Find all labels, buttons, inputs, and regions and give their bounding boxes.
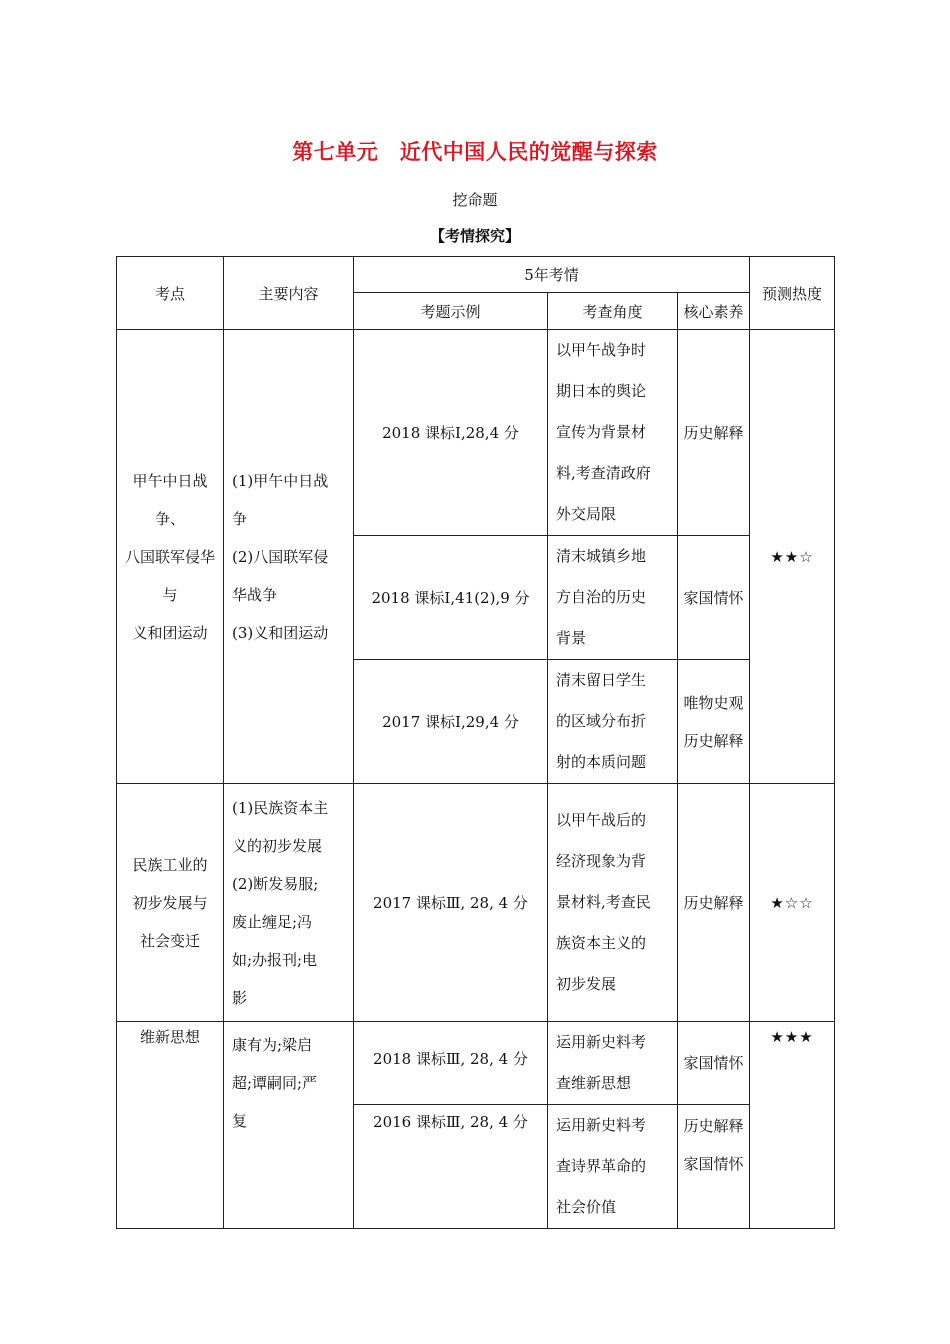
angle-line: 以甲午战争时 — [556, 341, 647, 359]
angle-line: 射的本质问题 — [556, 753, 647, 771]
content-line: 超;谭嗣同;严 — [232, 1074, 318, 1092]
literacy-line: 历史解释 — [683, 423, 744, 442]
subtitle: 挖命题 — [452, 191, 498, 209]
content-line: (1)民族资本主 — [232, 798, 329, 817]
content-line: 义的初步发展 — [232, 836, 323, 855]
angle-line: 料,考查清政府 — [556, 464, 651, 482]
angle-line: 的区域分布折 — [556, 712, 647, 730]
angle-line: 经济现象为背 — [556, 852, 647, 870]
literacy-cell — [678, 1105, 750, 1229]
angle-line: 方自治的历史 — [556, 588, 647, 606]
example-cell: 2018 课标Ⅲ, 28, 4 分 — [354, 1022, 548, 1105]
literacy-cell — [678, 330, 750, 536]
heat-rating: ★★☆ — [750, 330, 835, 784]
kaodian-cell — [117, 330, 224, 784]
kaodian-cell — [117, 784, 224, 1022]
angle-cell — [548, 1022, 678, 1105]
header-angle: 考查角度 — [548, 293, 678, 330]
kaodian-line: 维新思想 — [139, 1028, 200, 1046]
content-line: 影 — [232, 988, 248, 1007]
table-row — [117, 1022, 835, 1105]
example-cell: 2017 课标Ⅲ, 28, 4 分 — [354, 784, 548, 1022]
header-literacy: 核心素养 — [678, 293, 750, 330]
heat-rating: ★★★ — [750, 1022, 835, 1229]
content-cell — [224, 330, 354, 784]
angle-line: 外交局限 — [556, 505, 617, 523]
content-cell — [224, 1022, 354, 1229]
page-title: 第七单元 近代中国人民的觉醒与探索 — [292, 140, 658, 164]
content-line: 废止缠足;冯 — [232, 912, 313, 931]
content-line: (2)断发易服; — [232, 874, 319, 893]
angle-line: 初步发展 — [556, 975, 617, 993]
kaodian-line: 初步发展与 — [132, 893, 208, 912]
heat-rating: ★☆☆ — [750, 784, 835, 1022]
angle-line: 查维新思想 — [556, 1074, 632, 1092]
angle-line: 清末城镇乡地 — [556, 547, 647, 565]
literacy-cell — [678, 536, 750, 660]
kaodian-line: 八国联军侵华 — [124, 547, 215, 566]
section-heading: 【考情探究】 — [429, 227, 520, 245]
example-cell: 2016 课标Ⅲ, 28, 4 分 — [354, 1105, 548, 1229]
angle-line: 族资本主义的 — [556, 934, 647, 952]
literacy-line: 历史解释 — [683, 893, 744, 912]
content-line: (1)甲午中日战 — [232, 471, 329, 490]
content-line: 争 — [232, 509, 248, 528]
header-example: 考题示例 — [354, 293, 548, 330]
header-kaodian: 考点 — [117, 257, 224, 330]
kaodian-line: 争、 — [154, 509, 185, 528]
exam-table — [116, 256, 835, 1229]
literacy-cell — [678, 660, 750, 784]
kaodian-line: 甲午中日战 — [132, 471, 208, 490]
example-cell: 2018 课标Ⅰ,41(2),9 分 — [354, 536, 548, 660]
example-cell: 2017 课标Ⅰ,29,4 分 — [354, 660, 548, 784]
kaodian-line: 民族工业的 — [132, 855, 208, 874]
angle-cell — [548, 660, 678, 784]
content-line: 康有为;梁启 — [232, 1036, 313, 1054]
literacy-line: 家国情怀 — [683, 1054, 744, 1072]
angle-line: 查诗界革命的 — [556, 1157, 647, 1175]
header-five-year: 5年考情 — [354, 257, 750, 293]
kaodian-line: 与 — [162, 585, 178, 604]
literacy-cell — [678, 1022, 750, 1105]
angle-line: 景材料,考查民 — [556, 893, 651, 911]
angle-line: 清末留日学生 — [556, 671, 647, 689]
content-line: (2)八国联军侵 — [232, 547, 329, 566]
kaodian-cell — [117, 1022, 224, 1229]
literacy-line: 历史解释 — [683, 1117, 744, 1135]
table-row — [117, 784, 835, 1022]
angle-line: 宣传为背景材 — [556, 423, 647, 441]
angle-cell — [548, 784, 678, 1022]
table-row — [117, 330, 835, 536]
content-line: (3)义和团运动 — [232, 623, 329, 642]
angle-cell — [548, 330, 678, 536]
literacy-line: 家国情怀 — [683, 588, 744, 607]
angle-line: 运用新史料考 — [556, 1033, 647, 1051]
header-content: 主要内容 — [224, 257, 354, 330]
angle-cell — [548, 536, 678, 660]
header-heat: 预测热度 — [750, 257, 835, 330]
angle-line: 社会价值 — [556, 1198, 617, 1216]
content-line: 华战争 — [232, 585, 278, 604]
kaodian-line: 义和团运动 — [132, 623, 208, 642]
angle-cell — [548, 1105, 678, 1229]
content-line: 复 — [232, 1112, 248, 1130]
angle-line: 背景 — [556, 629, 587, 647]
angle-line: 期日本的舆论 — [556, 382, 647, 400]
literacy-line: 家国情怀 — [683, 1155, 744, 1173]
angle-line: 以甲午战后的 — [556, 811, 647, 829]
literacy-line: 历史解释 — [683, 731, 744, 750]
example-cell: 2018 课标Ⅰ,28,4 分 — [354, 330, 548, 536]
angle-line: 运用新史料考 — [556, 1116, 647, 1134]
kaodian-line: 社会变迁 — [139, 931, 200, 950]
content-line: 如;办报刊;电 — [232, 950, 318, 969]
content-cell — [224, 784, 354, 1022]
literacy-cell — [678, 784, 750, 1022]
literacy-line: 唯物史观 — [683, 693, 744, 712]
